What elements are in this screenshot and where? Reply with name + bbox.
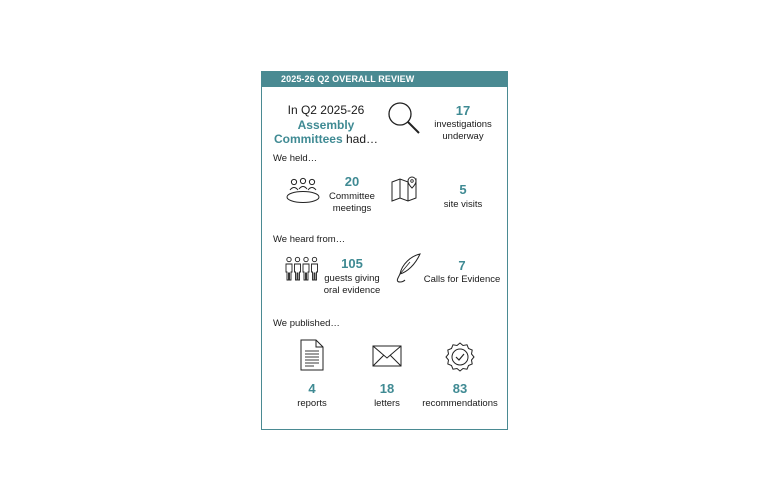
guests-label-line2: oral evidence (323, 285, 381, 296)
people-group-icon (284, 256, 320, 282)
review-card (261, 71, 508, 430)
intro-suffix: had… (342, 132, 379, 146)
document-icon (300, 339, 324, 371)
guests-label (318, 273, 386, 297)
intro-highlight1: Assembly (297, 117, 355, 132)
seal-check-icon (445, 342, 475, 372)
map-pin-icon (390, 176, 422, 202)
intro-text (272, 103, 380, 147)
held-heading: We held… (273, 153, 318, 164)
investigations-label-line1: investigations (434, 119, 492, 130)
letters-label: letters (374, 398, 400, 409)
letters-value: 18 (379, 381, 395, 396)
investigations-label (427, 119, 499, 143)
envelope-icon (372, 345, 402, 367)
site-visits-label: site visits (443, 199, 483, 210)
investigations-value: 17 (455, 103, 471, 118)
calls-label: Calls for Evidence (423, 274, 501, 285)
intro-line1: In Q2 2025-26 (287, 103, 365, 117)
published-heading: We published… (273, 318, 340, 329)
intro-highlight2: Committees (273, 132, 343, 146)
guests-value: 105 (341, 256, 363, 271)
heard-heading: We heard from… (273, 234, 346, 245)
meetings-label-line1: Committee (329, 191, 375, 202)
calls-value: 7 (458, 258, 466, 273)
meetings-label (322, 191, 382, 215)
banner-title: 2025-26 Q2 OVERALL REVIEW (262, 72, 507, 87)
magnifier-icon (386, 100, 422, 136)
recommendations-label: recommendations (422, 398, 498, 409)
investigations-label-line2: underway (442, 131, 484, 142)
site-visits-value: 5 (459, 182, 467, 197)
recommendations-value: 83 (452, 381, 468, 396)
meetings-label-line2: meetings (332, 203, 372, 214)
meetings-value: 20 (344, 174, 360, 189)
reports-label: reports (297, 398, 327, 409)
reports-value: 4 (308, 381, 316, 396)
guests-label-line1: guests giving (324, 273, 380, 284)
meeting-table-icon (285, 177, 321, 205)
